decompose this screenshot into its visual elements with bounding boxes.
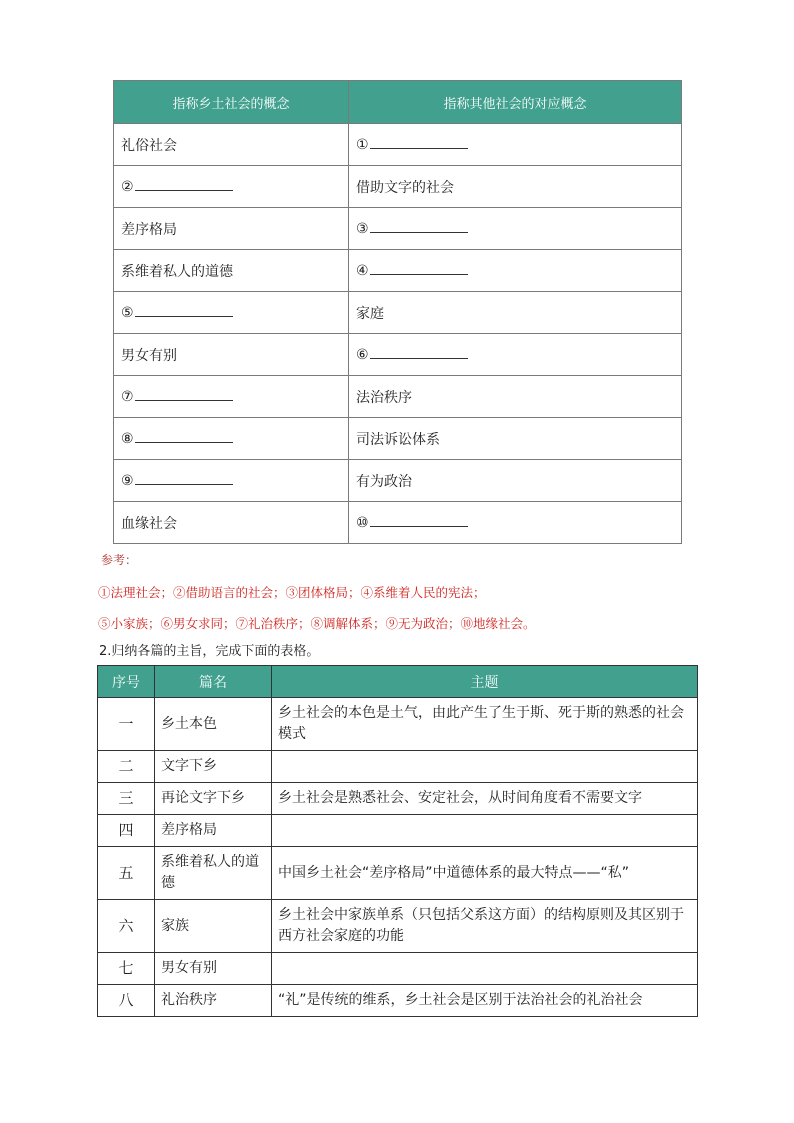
table-row: [98, 815, 698, 847]
other-concept-cell: [349, 460, 682, 502]
table-row: [114, 502, 682, 544]
table-row: [114, 376, 682, 418]
chapter-theme-table-header: [98, 666, 698, 698]
other-concept-cell: [349, 502, 682, 544]
answer-blank[interactable]: [370, 262, 468, 275]
rural-concept-cell: [114, 124, 349, 166]
chapter-title-cell: 再论文字下乡: [155, 783, 272, 815]
table-row: [98, 698, 698, 751]
answer-blank[interactable]: [370, 514, 468, 527]
table-row: [114, 124, 682, 166]
table-row: [114, 334, 682, 376]
rural-concept-cell: [114, 250, 349, 292]
chapter-number-cell: 一: [98, 698, 155, 751]
rural-concept-cell: [114, 418, 349, 460]
table-row: [98, 847, 698, 900]
other-concept-text: ①: [356, 137, 369, 153]
rural-concept-cell: [114, 502, 349, 544]
chapter-number-cell: 三: [98, 783, 155, 815]
table-row: [114, 208, 682, 250]
concept-table-header: [114, 81, 682, 124]
reference-answers-line-2: ⑤小家族；⑥男女求同；⑦礼治秩序；⑧调解体系；⑨无为政治；⑩地缘社会。: [98, 616, 536, 631]
table-row: [114, 292, 682, 334]
rural-concept-cell: [114, 208, 349, 250]
rural-concept-text: ⑦: [121, 389, 134, 405]
rural-concept-text: ②: [121, 179, 134, 195]
other-concept-text: 法治秩序: [356, 389, 412, 406]
chapter-number-cell: 四: [98, 815, 155, 847]
chapter-title-cell: 系维着私人的道德: [155, 847, 272, 900]
chapter-title-cell: 男女有别: [155, 953, 272, 985]
answer-blank[interactable]: [135, 304, 233, 317]
header-rural-concept: 指称乡土社会的概念: [114, 81, 349, 124]
table-row: [98, 783, 698, 815]
answer-blank[interactable]: [135, 178, 233, 191]
other-concept-text: 有为政治: [356, 473, 412, 490]
rural-concept-cell: [114, 460, 349, 502]
rural-concept-text: ⑧: [121, 431, 134, 447]
other-concept-text: 家庭: [356, 305, 384, 322]
chapter-number-cell: 五: [98, 847, 155, 900]
chapter-number-cell: 六: [98, 900, 155, 953]
chapter-theme-table: [97, 665, 698, 1017]
header-number: 序号: [98, 666, 155, 698]
other-concept-text: ③: [356, 221, 369, 237]
other-concept-cell: [349, 292, 682, 334]
chapter-number-cell: 二: [98, 751, 155, 783]
rural-concept-cell: [114, 376, 349, 418]
rural-concept-text: ⑨: [121, 473, 134, 489]
chapter-theme-table-body: [98, 698, 698, 1017]
rural-concept-text: 礼俗社会: [121, 137, 177, 154]
chapter-title-cell: 家族: [155, 900, 272, 953]
header-theme: 主题: [272, 666, 698, 698]
chapter-number-cell: 七: [98, 953, 155, 985]
chapter-theme-cell[interactable]: [272, 751, 698, 783]
rural-concept-text: ⑤: [121, 305, 134, 321]
other-concept-cell: [349, 208, 682, 250]
chapter-theme-cell: 乡土社会的本色是土气，由此产生了生于斯、死于斯的熟悉的社会模式: [272, 698, 698, 751]
chapter-number-cell: 八: [98, 985, 155, 1017]
table-row: [114, 418, 682, 460]
concept-table-body: [114, 124, 682, 544]
question-2-prompt: 2.归纳各篇的主旨，完成下面的表格。: [99, 644, 320, 659]
other-concept-cell: [349, 418, 682, 460]
chapter-title-cell: 乡土本色: [155, 698, 272, 751]
rural-concept-text: 男女有别: [121, 347, 177, 364]
other-concept-text: 司法诉讼体系: [356, 431, 440, 448]
rural-concept-cell: [114, 292, 349, 334]
table-row: [114, 250, 682, 292]
table-row: [114, 460, 682, 502]
reference-label: 参考：: [101, 553, 138, 567]
other-concept-text: ④: [356, 263, 369, 279]
other-concept-text: 借助文字的社会: [356, 179, 454, 196]
other-concept-text: ⑥: [356, 347, 369, 363]
other-concept-cell: [349, 376, 682, 418]
answer-blank[interactable]: [370, 136, 468, 149]
chapter-title-cell: 文字下乡: [155, 751, 272, 783]
other-concept-cell: [349, 334, 682, 376]
other-concept-cell: [349, 166, 682, 208]
answer-blank[interactable]: [135, 472, 233, 485]
chapter-theme-cell: 中国乡土社会“差序格局”中道德体系的最大特点——“私”: [272, 847, 698, 900]
other-concept-text: ⑩: [356, 515, 369, 531]
chapter-theme-cell: 乡土社会中家族单系（只包括父系这方面）的结构原则及其区别于西方社会家庭的功能: [272, 900, 698, 953]
rural-concept-text: 系维着私人的道德: [121, 263, 233, 280]
table-row: [114, 166, 682, 208]
other-concept-cell: [349, 250, 682, 292]
rural-concept-cell: [114, 166, 349, 208]
concept-table: [113, 80, 682, 544]
answer-blank[interactable]: [135, 430, 233, 443]
chapter-theme-cell: 乡土社会是熟悉社会、安定社会，从时间角度看不需要文字: [272, 783, 698, 815]
chapter-theme-cell: “礼”是传统的维系，乡土社会是区别于法治社会的礼治社会: [272, 985, 698, 1017]
chapter-theme-cell[interactable]: [272, 953, 698, 985]
rural-concept-text: 差序格局: [121, 221, 177, 238]
table-row: [98, 751, 698, 783]
chapter-title-cell: 差序格局: [155, 815, 272, 847]
header-other-concept: 指称其他社会的对应概念: [349, 81, 682, 124]
rural-concept-text: 血缘社会: [121, 515, 177, 532]
table-row: [98, 985, 698, 1017]
answer-blank[interactable]: [135, 388, 233, 401]
chapter-theme-cell[interactable]: [272, 815, 698, 847]
table-row: [98, 900, 698, 953]
answer-blank[interactable]: [370, 346, 468, 359]
rural-concept-cell: [114, 334, 349, 376]
other-concept-cell: [349, 124, 682, 166]
header-chapter-title: 篇名: [155, 666, 272, 698]
answer-blank[interactable]: [370, 220, 468, 233]
reference-answers-line-1: ①法理社会；②借助语言的社会；③团体格局；④系维着人民的宪法；: [98, 585, 486, 600]
table-row: [98, 953, 698, 985]
chapter-title-cell: 礼治秩序: [155, 985, 272, 1017]
